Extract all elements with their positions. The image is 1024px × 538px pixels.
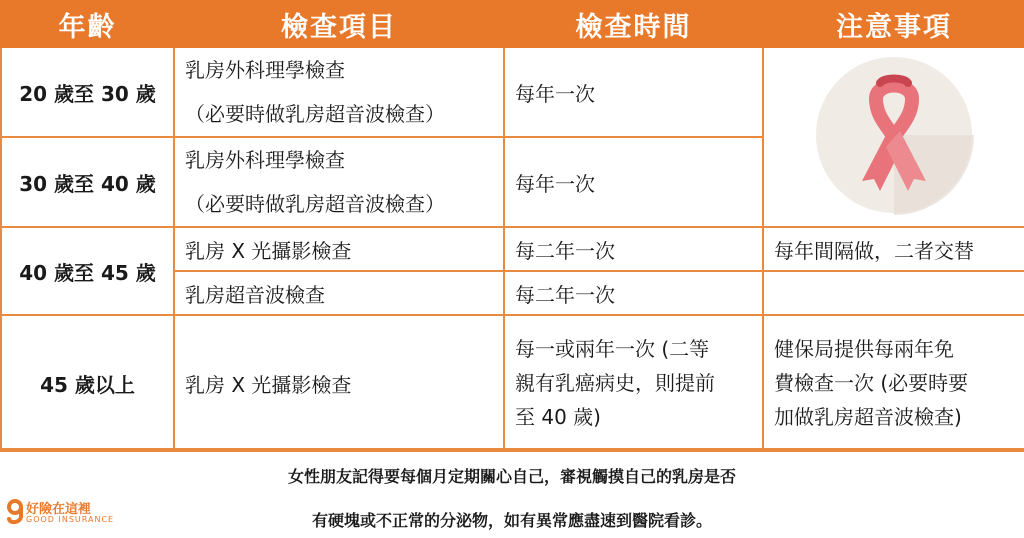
footer-notice xyxy=(0,448,1024,538)
age-cell: 30 歲至 40 歲 xyxy=(1,137,174,227)
time-cell: 每年一次 xyxy=(504,47,763,137)
ribbon-image-cell xyxy=(763,47,1024,227)
table-row xyxy=(1,47,1024,137)
item-cell: 乳房超音波檢查 xyxy=(174,271,504,315)
header-notes: 注意事項 xyxy=(763,1,1024,47)
age-cell: 20 歲至 30 歲 xyxy=(1,47,174,137)
time-cell xyxy=(504,315,763,451)
table-row xyxy=(1,227,1024,271)
item-line: 乳房外科理學檢查 xyxy=(185,58,345,82)
g-logo-icon xyxy=(6,498,24,526)
note-cell xyxy=(763,315,1024,451)
note-line: 費檢查一次 (必要時要 xyxy=(774,371,969,395)
age-cell: 45 歲以上 xyxy=(1,315,174,451)
item-cell xyxy=(174,47,504,137)
time-cell: 每二年一次 xyxy=(504,271,763,315)
brand-name-en: GOOD INSURANCE xyxy=(26,515,115,524)
time-cell: 每年一次 xyxy=(504,137,763,227)
pink-ribbon-icon xyxy=(814,55,974,215)
table-row xyxy=(1,315,1024,451)
time-line: 至 40 歲) xyxy=(515,405,601,429)
time-line: 親有乳癌病史，則提前 xyxy=(515,371,715,395)
note-line: 健保局提供每兩年免 xyxy=(774,337,954,361)
item-line: （必要時做乳房超音波檢查） xyxy=(185,192,445,216)
header-item: 檢查項目 xyxy=(174,1,504,47)
time-line: 每一或兩年一次 (二等 xyxy=(515,337,710,361)
header-age: 年齡 xyxy=(1,1,174,47)
item-line: 乳房外科理學檢查 xyxy=(185,148,345,172)
notice-line: 有硬塊或不正常的分泌物，如有異常應盡速到醫院看診。 xyxy=(311,511,712,530)
note-cell xyxy=(763,271,1024,315)
age-cell: 40 歲至 45 歲 xyxy=(1,227,174,315)
time-cell: 每二年一次 xyxy=(504,227,763,271)
item-cell xyxy=(174,137,504,227)
notice-line: 女性朋友記得要每個月定期關心自己，審視觸摸自己的乳房是否 xyxy=(287,467,736,486)
item-cell: 乳房 X 光攝影檢查 xyxy=(174,315,504,451)
header-time: 檢查時間 xyxy=(504,1,763,47)
item-line: （必要時做乳房超音波檢查） xyxy=(185,102,445,126)
note-cell: 每年間隔做，二者交替 xyxy=(763,227,1024,271)
note-line: 加做乳房超音波檢查) xyxy=(774,405,962,429)
brand-name: 好險在這裡 xyxy=(26,502,92,517)
header-row xyxy=(1,1,1024,47)
item-cell: 乳房 X 光攝影檢查 xyxy=(174,227,504,271)
